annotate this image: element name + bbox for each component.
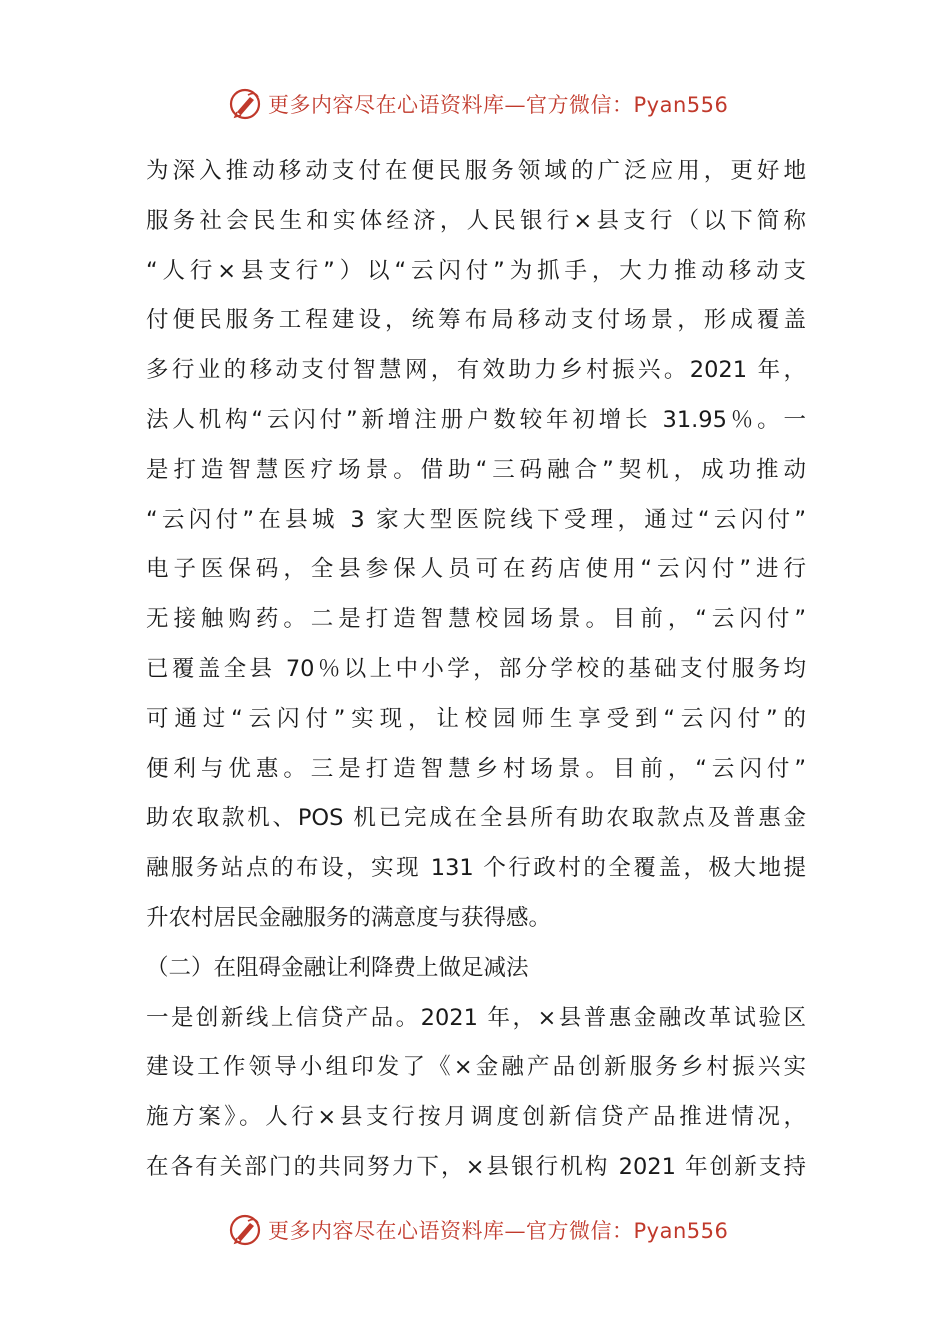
banner-label: 官方微信：: [526, 93, 634, 117]
banner-site-text: 更多内容尽在心语资料库: [268, 93, 505, 117]
text-line: 法人机构“云闪付”新增注册户数较年初增长 31.95％。一: [146, 406, 806, 433]
text-line: 服务社会民生和实体经济，人民银行×县支行（以下简称: [146, 207, 806, 234]
pen-logo-icon: [228, 87, 262, 121]
document-body: [146, 147, 806, 1193]
text-line: 融服务站点的布设，实现 131 个行政村的全覆盖，极大地提: [146, 855, 806, 882]
text-line: 助农取款机、POS 机已完成在全县所有助农取款点及普惠金: [146, 805, 806, 832]
text-line: 便利与优惠。三是打造智慧乡村场景。目前，“云闪付”: [146, 755, 806, 782]
text-line: 可通过“云闪付”实现，让校园师生享受到“云闪付”的: [146, 705, 806, 732]
text-line: 付便民服务工程建设，统筹布局移动支付场景，形成覆盖: [146, 307, 806, 334]
header-watermark-banner: [228, 86, 728, 122]
footer-watermark-banner: [228, 1212, 728, 1248]
text-line: 为深入推动移动支付在便民服务领域的广泛应用，更好地: [146, 158, 806, 184]
text-line: 升农村居民金融服务的满意度与获得感。: [146, 904, 552, 931]
banner-text: [268, 1215, 728, 1245]
banner-label: 官方微信：: [526, 1219, 634, 1243]
banner-site-text: 更多内容尽在心语资料库: [268, 1219, 505, 1243]
banner-dash: —: [504, 93, 526, 117]
text-line: 是打造智慧医疗场景。借助“三码融合”契机，成功推动: [146, 456, 806, 483]
text-line: 施方案》。人行×县支行按月调度创新信贷产品推进情况，: [146, 1104, 806, 1131]
text-line: 已覆盖全县 70％以上中小学，部分学校的基础支付服务均: [146, 655, 806, 682]
text-line: “云闪付”在县城 3 家大型医院线下受理，通过“云闪付”: [146, 506, 806, 533]
text-line: 电子医保码，全县参保人员可在药店使用“云闪付”进行: [146, 556, 806, 583]
pen-logo-icon: [228, 1213, 262, 1247]
text-line: 无接触购药。二是打造智慧校园场景。目前，“云闪付”: [146, 606, 806, 633]
banner-handle: Pyan556: [633, 93, 729, 117]
text-line: 多行业的移动支付智慧网，有效助力乡村振兴。2021 年，: [146, 357, 806, 384]
text-line: 建设工作领导小组印发了《×金融产品创新服务乡村振兴实: [146, 1054, 806, 1081]
text-line: 在各有关部门的共同努力下，×县银行机构 2021 年创新支持: [146, 1153, 806, 1180]
section-heading: （二）在阻碍金融让利降费上做足减法: [146, 954, 529, 981]
banner-text: [268, 89, 728, 119]
banner-handle: Pyan556: [633, 1219, 729, 1243]
banner-dash: —: [504, 1219, 526, 1243]
text-line: 一是创新线上信贷产品。2021 年，×县普惠金融改革试验区: [146, 1004, 806, 1031]
text-line: “人行×县支行”）以“云闪付”为抓手，大力推动移动支: [146, 257, 806, 284]
